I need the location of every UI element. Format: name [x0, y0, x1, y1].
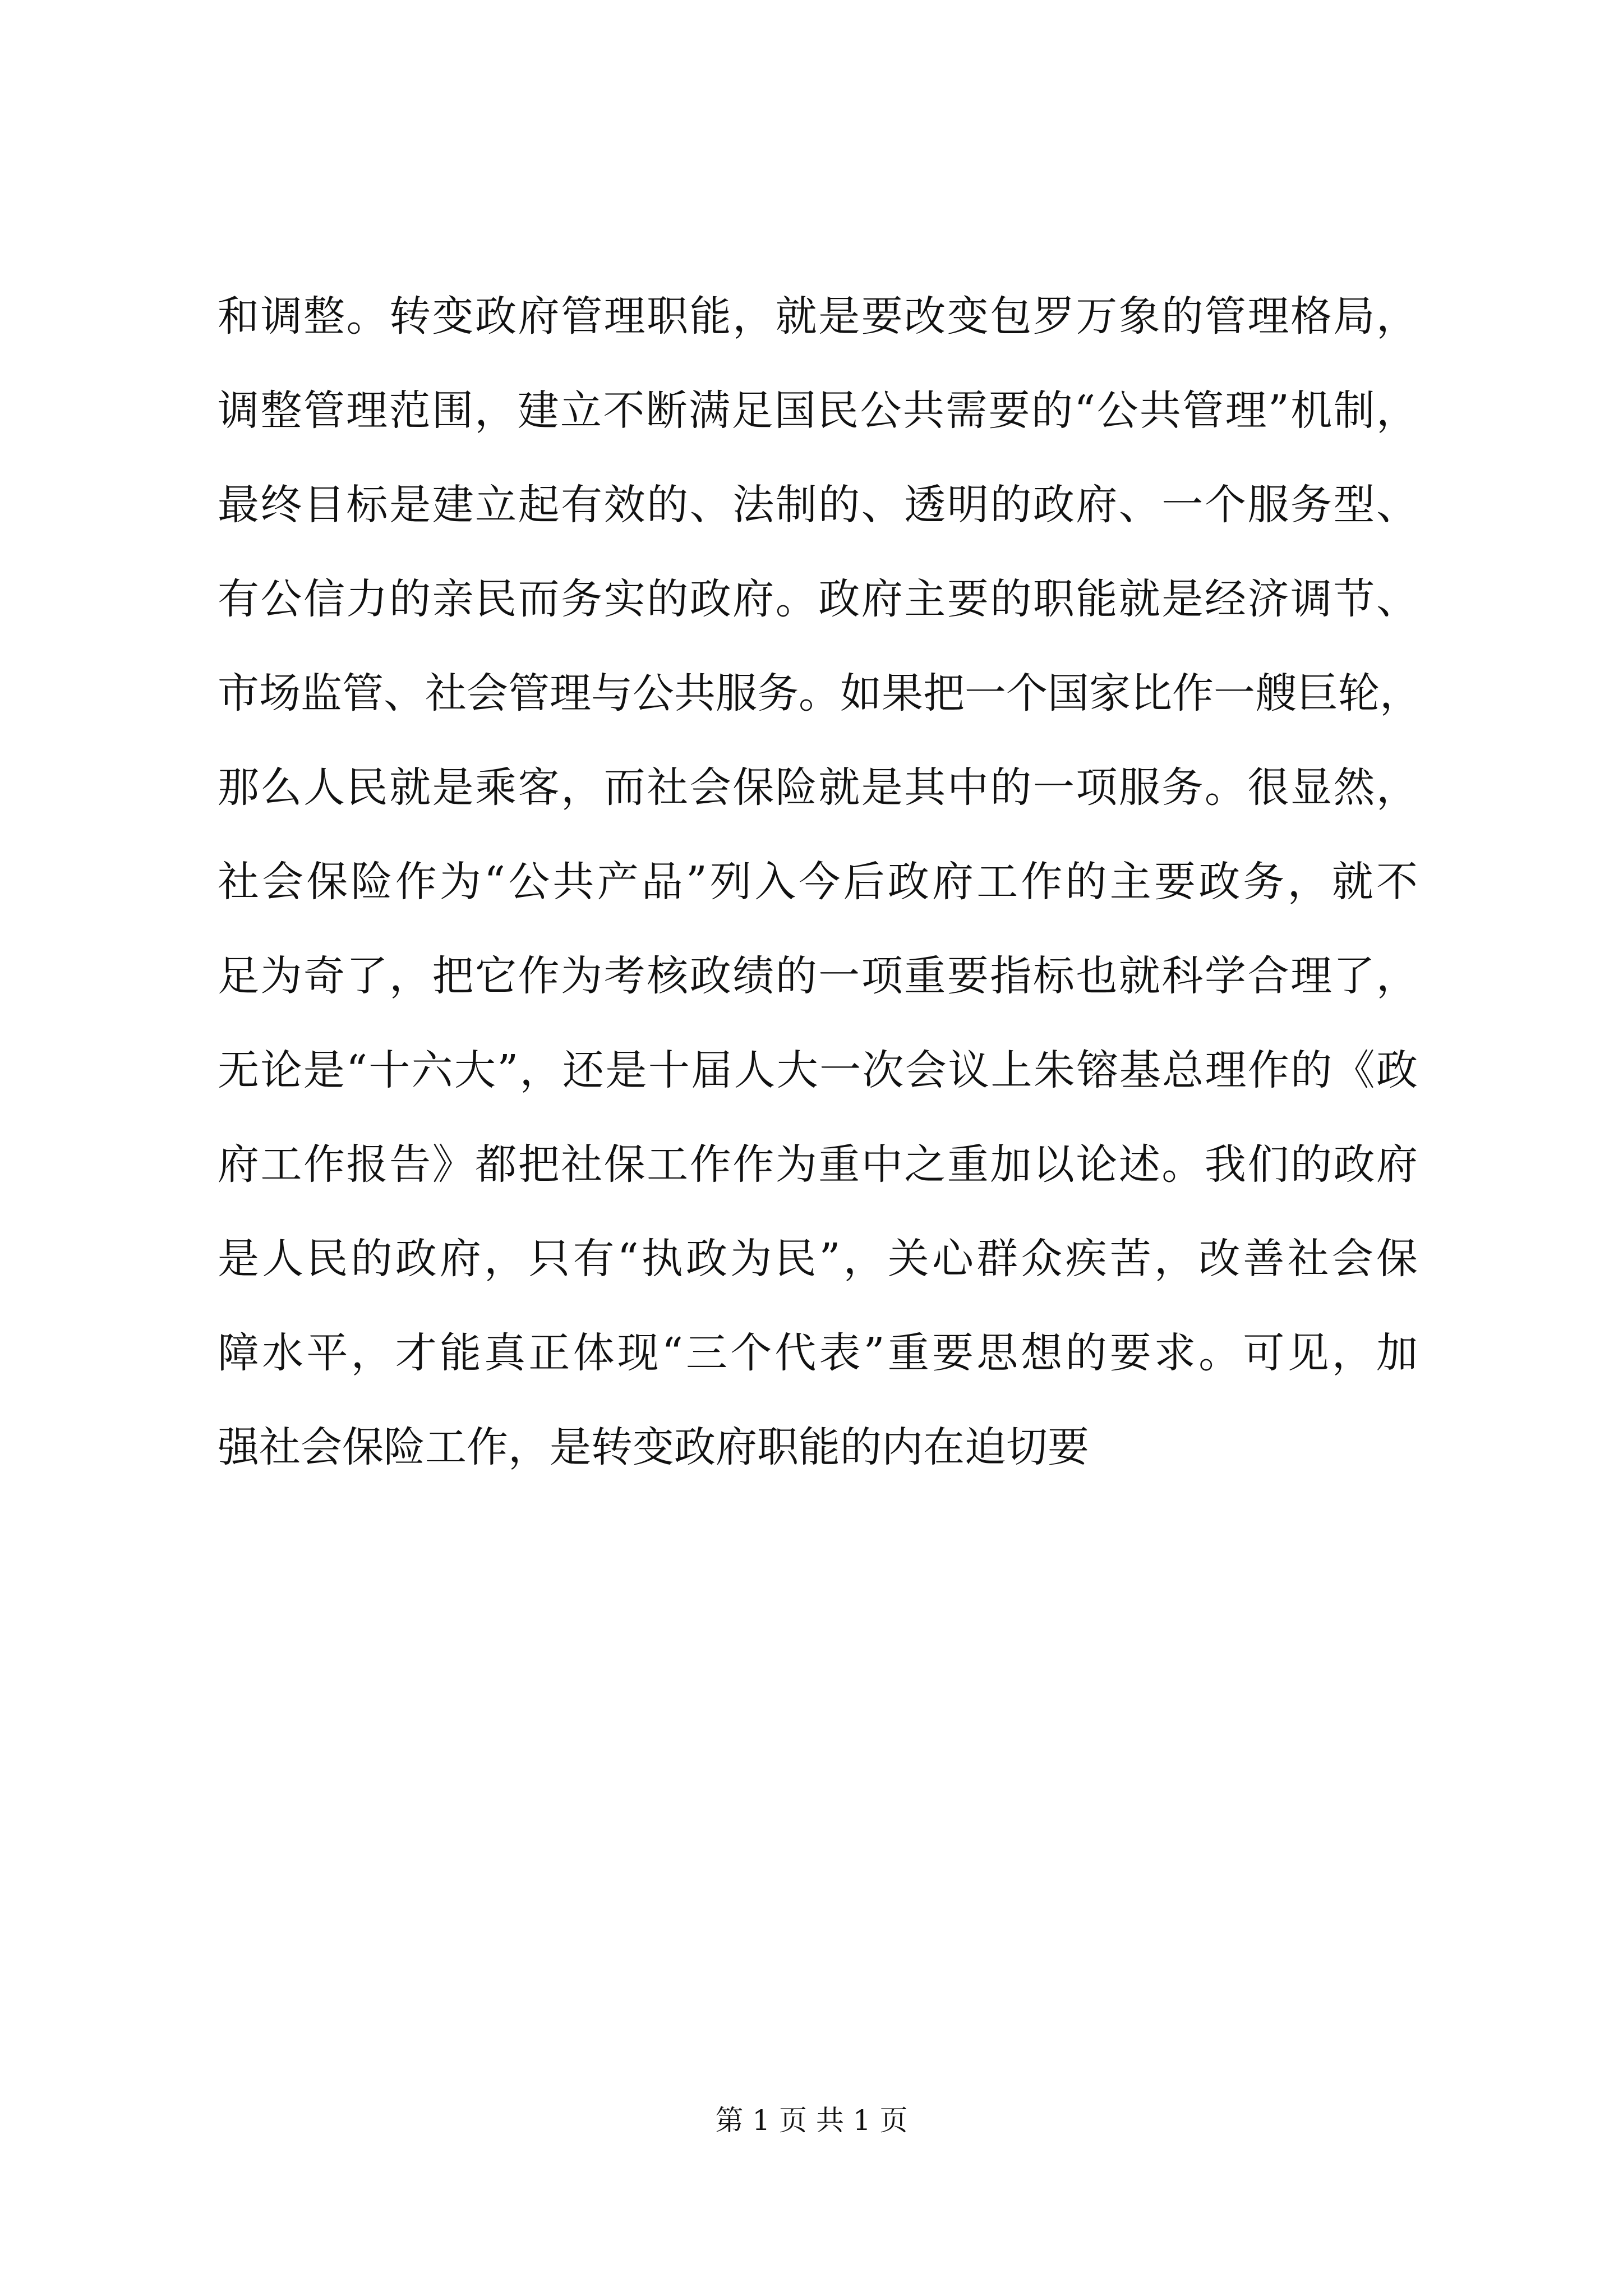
- text-line: 调整管理范围，建立不断满足国民公共需要的“公共管理”机制，: [218, 386, 1418, 435]
- text-line: 无论是“十六大”，还是十届人大一次会议上朱镕基总理作的《政: [218, 1046, 1418, 1094]
- text-line: 和调整。转变政府管理职能，就是要改变包罗万象的管理格局，: [218, 292, 1418, 341]
- text-line: 强社会保险工作，是转变政府职能的内在迫切要: [218, 1423, 1089, 1471]
- text-line: 府工作报告》都把社保工作作为重中之重加以论述。我们的政府: [218, 1140, 1418, 1189]
- body-paragraph: [218, 269, 1421, 1494]
- text-line: 社会保险作为“公共产品”列入今后政府工作的主要政务，就不: [218, 858, 1418, 906]
- page-footer: [0, 2098, 1623, 2143]
- text-line: 足为奇了，把它作为考核政绩的一项重要指标也就科学合理了，: [218, 952, 1418, 1000]
- text-line: 市场监管、社会管理与公共服务。如果把一个国家比作一艘巨轮，: [218, 669, 1421, 717]
- text-line: 最终目标是建立起有效的、法制的、透明的政府、一个服务型、: [218, 481, 1418, 529]
- text-line: 是人民的政府，只有“执政为民”，关心群众疾苦，改善社会保: [218, 1235, 1418, 1283]
- text-line: 那么人民就是乘客，而社会保险就是其中的一项服务。很显然，: [218, 763, 1418, 812]
- text-line: 有公信力的亲民而务实的政府。政府主要的职能就是经济调节、: [218, 575, 1418, 623]
- text-line: 障水平，才能真正体现“三个代表”重要思想的要求。可见，加: [218, 1329, 1418, 1377]
- page-number-label: 第 1 页 共 1 页: [715, 2104, 908, 2137]
